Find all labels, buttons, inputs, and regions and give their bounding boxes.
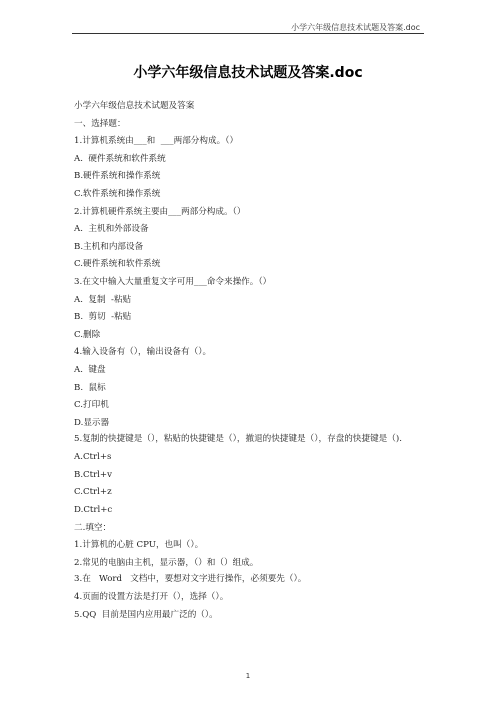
question-line: 1.计算机系统由___和 ___两部分构成。（） (74, 136, 239, 147)
option-line: D.显示器 (74, 417, 110, 428)
subtitle-line: 小学六年级信息技术试题及答案 (74, 101, 195, 111)
fill-in-line: 2.常见的电脑由主机，显示器，（）和（）组成。 (74, 557, 259, 568)
document-body (74, 98, 424, 625)
option-line: A. 硬件系统和软件系统 (74, 153, 166, 164)
document-title: 小学六年级信息技术试题及答案.doc (133, 65, 363, 81)
section-heading: 一、选择题： (74, 118, 126, 129)
option-line: B. 剪切 -粘贴 (74, 312, 132, 323)
option-line: A.Ctrl+s (74, 452, 112, 463)
option-line: B. 鼠标 (74, 382, 106, 393)
option-line: C.软件系统和操作系统 (74, 188, 161, 199)
option-line: C.打印机 (74, 400, 109, 411)
option-line: C.Ctrl+z (74, 487, 112, 498)
option-line: C.删除 (74, 329, 101, 340)
option-line: B.主机和内部设备 (74, 241, 144, 252)
section-heading: 二.填空： (74, 522, 112, 533)
option-line: A. 复制 -粘贴 (74, 294, 132, 305)
fill-in-line: 5.QQ 目前是国内应用最广泛的（）。 (74, 610, 218, 621)
fill-in-line: 4.页面的设置方法是打开（），选择（）。 (74, 592, 229, 603)
option-line: B.硬件系统和操作系统 (74, 171, 161, 182)
option-line: C.硬件系统和软件系统 (74, 259, 161, 270)
fill-in-line: 1.计算机的心脏 CPU，也叫（）。 (74, 540, 204, 551)
option-line: A. 键盘 (74, 364, 106, 375)
option-line: D.Ctrl+c (74, 505, 113, 516)
header-rule (72, 33, 424, 34)
question-line: 5.复制的快捷键是（），粘贴的快捷键是（），撤退的快捷键是（），存盘的快捷键是（). (74, 434, 402, 445)
question-line: 2.计算机硬件系统主要由___两部分构成。（） (74, 206, 246, 217)
question-line: 3.在文中输入大量重复文字可用___命令来操作。（） (74, 276, 272, 287)
page-number: 1 (245, 672, 251, 680)
option-line: A. 主机和外部设备 (74, 224, 149, 235)
option-line: B.Ctrl+v (74, 469, 112, 480)
question-line: 4.输入设备有（），输出设备有（）。 (74, 347, 212, 358)
fill-in-line: 3.在 Word 文档中，要想对文字进行操作，必须要先（）。 (74, 574, 307, 585)
page-header: 小学六年级信息技术试题及答案.doc (291, 23, 420, 32)
